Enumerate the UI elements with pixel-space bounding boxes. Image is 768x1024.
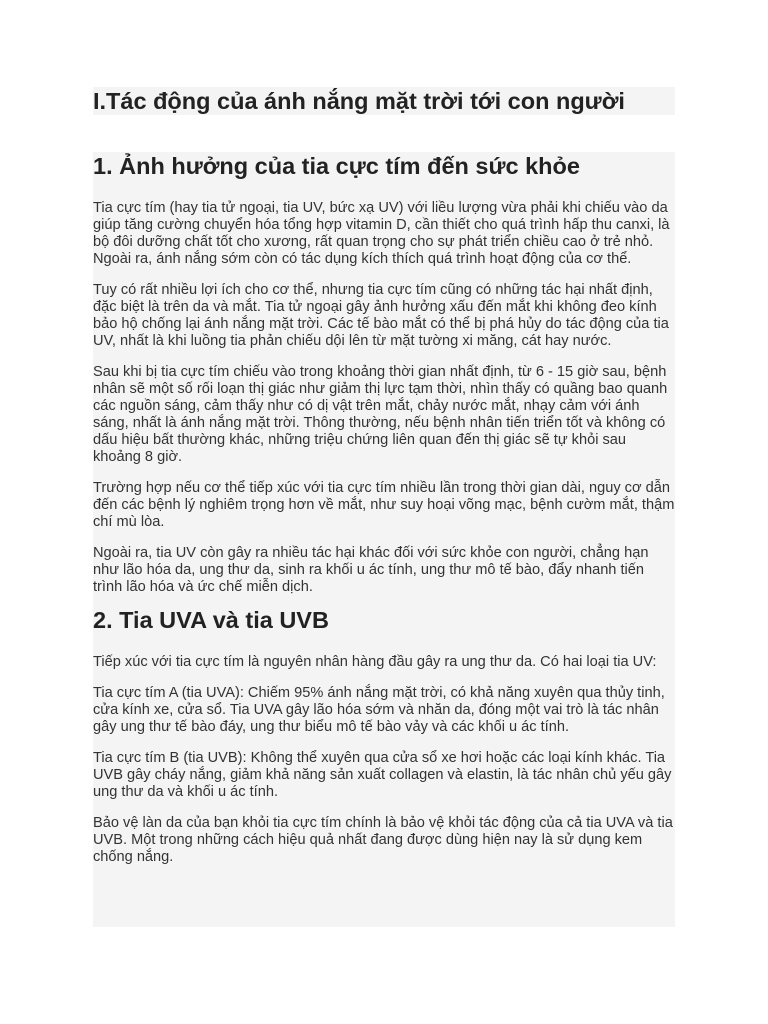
paragraph: Bảo vệ làn da của bạn khỏi tia cực tím chính là bảo vệ khỏi tác động của cả tia UVA và tia UVB. Một trong những cách hiệu quả nhất đang được dùng hiện nay là sử dụng kem chống nắng.: [93, 815, 673, 865]
paragraph: Tuy có rất nhiều lợi ích cho cơ thể, nhưng tia cực tím cũng có những tác hại nhất định, đặc biệt là trên da và mắt. Tia tử ngoại gây ảnh hưởng xấu đến mắt khi không đeo kính bảo hộ chống lại ánh nắng mặt trời. Các tế bào mắt có thể bị phá hủy do tác động của tia UV, nhất là khi luồng tia phản chiếu dội lên từ mặt tường xi măng, cát hay nước.: [93, 282, 669, 349]
paragraph: Tia cực tím A (tia UVA): Chiếm 95% ánh nắng mặt trời, có khả năng xuyên qua thủy tinh, cửa kính xe, cửa sổ. Tia UVA gây lão hóa sớm và nhăn da, đóng một vai trò là tác nhân gây ung thư tế bào đáy, ung thư biểu mô tế bào vảy và các khối u ác tính.: [93, 685, 665, 735]
page-title: I.Tác động của ánh nắng mặt trời tới con người: [93, 87, 675, 115]
paragraph: Trường hợp nếu cơ thể tiếp xúc với tia cực tím nhiều lần trong thời gian dài, nguy cơ dẫn đến các bệnh lý nghiêm trọng hơn về mắt, như suy hoại võng mạc, bệnh cườm mắt, thậm chí mù lòa.: [93, 480, 675, 530]
paragraph: Tia cực tím B (tia UVB): Không thể xuyên qua cửa sổ xe hơi hoặc các loại kính khác. Tia UVB gây cháy nắng, giảm khả năng sản xuất collagen và elastin, là tác nhân chủ yếu gây ung thư da và khối u ác tính.: [93, 750, 672, 800]
section-heading-uva-uvb: 2. Tia UVA và tia UVB: [93, 607, 329, 633]
paragraph: Ngoài ra, tia UV còn gây ra nhiều tác hại khác đối với sức khỏe con người, chẳng hạn như lão hóa da, ung thư da, sinh ra khối u ác tính, ung thư mô tế bào, đẩy nhanh tiến trình lão hóa và ức chế miễn dịch.: [93, 545, 649, 595]
paragraph: Tia cực tím (hay tia tử ngoại, tia UV, bức xạ UV) với liều lượng vừa phải khi chiếu vào da giúp tăng cường chuyển hóa tổng hợp vitamin D, cần thiết cho quá trình hấp thu canxi, là bộ đôi dưỡng chất tốt cho xương, rất quan trọng cho sự phát triển chiều cao ở trẻ nhỏ. Ngoài ra, ánh nắng sớm còn có tác dụng kích thích quá trình hoạt động của cơ thể.: [93, 200, 670, 267]
article-body: [93, 152, 675, 927]
paragraph: Sau khi bị tia cực tím chiếu vào trong khoảng thời gian nhất định, từ 6 - 15 giờ sau, bệnh nhân sẽ một số rối loạn thị giác như giảm thị lực tạm thời, nhìn thấy có quầng bao quanh các nguồn sáng, cảm thấy như có dị vật trên mắt, chảy nước mắt, nhạy cảm với ánh sáng, nhất là ánh nắng mặt trời. Thông thường, nếu bệnh nhân tiến triển tốt và không có dấu hiệu bất thường khác, những triệu chứng liên quan đến thị giác sẽ tự khỏi sau khoảng 8 giờ.: [93, 364, 668, 465]
paragraph: Tiếp xúc với tia cực tím là nguyên nhân hàng đầu gây ra ung thư da. Có hai loại tia UV:: [93, 654, 657, 670]
section-heading-uv-health: 1. Ảnh hưởng của tia cực tím đến sức khỏe: [93, 153, 580, 179]
